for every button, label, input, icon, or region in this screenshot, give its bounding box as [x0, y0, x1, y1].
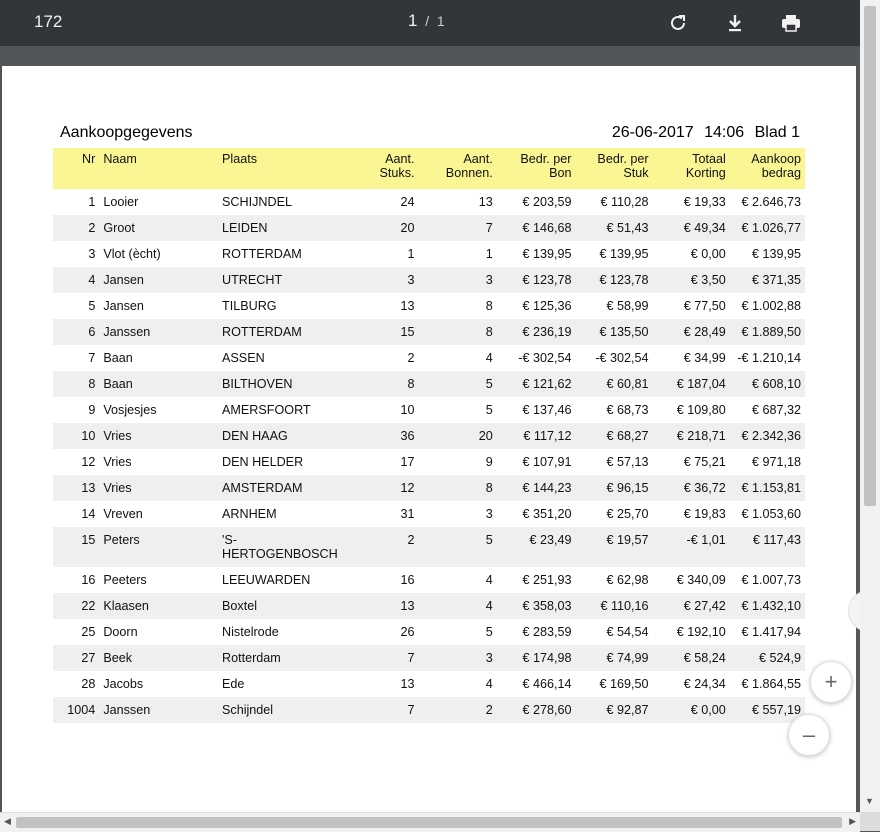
cell-korting: € 24,34 — [683, 677, 726, 691]
cell-bonnen: 5 — [485, 403, 493, 417]
cell-plaats: DEN HAAG — [218, 423, 354, 449]
cell-bedr-stuk: € 54,54 — [606, 625, 649, 639]
horizontal-scrollbar[interactable] — [0, 812, 860, 832]
table-row — [53, 475, 805, 501]
cell-plaats: ARNHEM — [222, 507, 277, 521]
cell-nr: 28 — [81, 677, 96, 691]
cell-aankoop: € 1.864,55 — [741, 677, 801, 691]
cell-nr: 16 — [81, 573, 96, 587]
cell-korting: € 109,80 — [676, 403, 726, 417]
col-naam: Naam — [99, 148, 218, 189]
cell-korting: € 218,71 — [653, 423, 730, 449]
table-row — [53, 619, 805, 645]
table-row — [53, 267, 805, 293]
cell-bonnen: 5 — [419, 527, 497, 567]
scrollbar-corner — [860, 812, 880, 831]
cell-plaats: ROTTERDAM — [218, 319, 354, 345]
cell-bedr-bon: € 139,95 — [522, 247, 572, 261]
cell-plaats: AMSTERDAM — [218, 475, 354, 501]
cell-plaats: ASSEN — [222, 351, 265, 365]
col-plaats: Plaats — [218, 148, 354, 189]
table-row — [53, 501, 805, 527]
cell-nr: 12 — [81, 455, 96, 469]
cell-aankoop: € 687,32 — [751, 403, 801, 417]
print-icon[interactable] — [777, 9, 805, 37]
cell-bedr-stuk: € 110,16 — [575, 593, 652, 619]
cell-naam: Vries — [99, 475, 218, 501]
cell-stuks: 16 — [400, 573, 415, 587]
report-datetime — [606, 124, 800, 142]
cell-stuks: 31 — [400, 507, 415, 521]
cell-naam: Peeters — [103, 573, 147, 587]
cell-nr: 13 — [53, 475, 99, 501]
table-row — [53, 319, 805, 345]
cell-bedr-stuk: € 62,98 — [606, 573, 649, 587]
vertical-scrollbar[interactable] — [860, 0, 880, 812]
col-bedr-stuk: Bedr. per Stuk — [575, 148, 652, 189]
cell-nr: 15 — [53, 527, 99, 567]
cell-bedr-stuk: € 74,99 — [575, 645, 652, 671]
cell-bonnen: 2 — [419, 697, 497, 723]
table-header-row — [53, 148, 805, 189]
cell-naam: Peters — [99, 527, 218, 567]
page-separator: / — [425, 13, 430, 29]
cell-bedr-stuk: € 58,99 — [606, 299, 649, 313]
cell-nr: 1004 — [53, 697, 99, 723]
cell-bedr-bon: -€ 302,54 — [518, 351, 572, 365]
cell-stuks: 8 — [354, 371, 419, 397]
cell-stuks: 7 — [354, 645, 419, 671]
table-row — [53, 371, 805, 397]
cell-naam: Looier — [103, 195, 139, 209]
cell-korting: € 19,83 — [683, 507, 726, 521]
cell-bedr-stuk: € 123,78 — [575, 267, 652, 293]
cell-nr: 3 — [88, 247, 96, 261]
cell-plaats: ROTTERDAM — [222, 247, 302, 261]
cell-aankoop: € 557,19 — [730, 697, 805, 723]
cell-plaats: Schijndel — [218, 697, 354, 723]
cell-bonnen: 8 — [419, 319, 497, 345]
cell-bedr-bon: € 236,19 — [497, 319, 576, 345]
document-title: 172 — [34, 12, 63, 31]
cell-bedr-bon: € 23,49 — [497, 527, 576, 567]
cell-nr: 14 — [81, 507, 96, 521]
pdf-toolbar — [0, 0, 860, 46]
cell-bedr-stuk: € 135,50 — [575, 319, 652, 345]
vertical-scroll-thumb[interactable] — [864, 6, 876, 506]
cell-bonnen: 13 — [478, 195, 493, 209]
cell-bedr-stuk: -€ 302,54 — [595, 351, 649, 365]
cell-bedr-bon: € 117,12 — [497, 423, 576, 449]
cell-korting: € 49,34 — [653, 215, 730, 241]
cell-bedr-stuk: € 110,28 — [600, 195, 649, 209]
cell-bonnen: 1 — [485, 247, 493, 261]
cell-bedr-bon: € 144,23 — [497, 475, 576, 501]
cell-stuks: 10 — [400, 403, 415, 417]
cell-bonnen: 4 — [485, 677, 493, 691]
cell-naam: Doorn — [103, 625, 138, 639]
report-date: 26-06-2017 — [611, 124, 694, 141]
cell-nr: 2 — [53, 215, 99, 241]
horizontal-scroll-thumb[interactable] — [16, 817, 842, 828]
cell-bonnen: 20 — [419, 423, 497, 449]
col-korting: Totaal Korting — [653, 148, 730, 189]
report-title: Aankoopgegevens — [60, 124, 193, 141]
cell-naam: Jacobs — [103, 677, 144, 691]
cell-aankoop: € 1.153,81 — [730, 475, 805, 501]
cell-stuks: 2 — [407, 351, 415, 365]
col-stuks: Aant. Stuks. — [354, 148, 419, 189]
cell-bonnen: 4 — [485, 351, 493, 365]
cell-korting: € 187,04 — [653, 371, 730, 397]
cell-bedr-stuk: € 60,81 — [575, 371, 652, 397]
cell-bonnen: 3 — [419, 267, 497, 293]
cell-bonnen: 7 — [419, 215, 497, 241]
cell-aankoop: € 1.417,94 — [741, 625, 801, 639]
cell-bedr-bon: € 174,98 — [497, 645, 576, 671]
col-aankoop: Aankoop bedrag — [730, 148, 805, 189]
cell-korting: € 58,24 — [653, 645, 730, 671]
cell-bedr-bon: € 125,36 — [522, 299, 572, 313]
cell-bedr-bon: € 137,46 — [522, 403, 572, 417]
cell-korting: € 3,50 — [653, 267, 730, 293]
cell-bedr-stuk: € 57,13 — [606, 455, 649, 469]
cell-bedr-bon: € 123,78 — [497, 267, 576, 293]
cell-stuks: 12 — [354, 475, 419, 501]
cell-naam: Baan — [103, 351, 133, 365]
cell-naam: Klaasen — [99, 593, 218, 619]
cell-bedr-bon: € 146,68 — [497, 215, 576, 241]
table-row — [53, 449, 805, 475]
table-row — [53, 527, 805, 567]
cell-bedr-stuk: € 92,87 — [575, 697, 652, 723]
cell-bedr-bon: € 107,91 — [522, 455, 572, 469]
cell-plaats: BILTHOVEN — [218, 371, 354, 397]
table-row — [53, 567, 805, 593]
cell-aankoop: € 2.342,36 — [730, 423, 805, 449]
page-indicator — [408, 11, 445, 31]
cell-korting: -€ 1,01 — [653, 527, 730, 567]
cell-nr: 8 — [53, 371, 99, 397]
table-row — [53, 215, 805, 241]
cell-korting: € 28,49 — [653, 319, 730, 345]
cell-plaats: UTRECHT — [218, 267, 354, 293]
cell-bedr-bon: € 278,60 — [497, 697, 576, 723]
cell-bedr-stuk: € 96,15 — [575, 475, 652, 501]
cell-bonnen: 3 — [485, 507, 493, 521]
cell-aankoop: € 1.002,88 — [741, 299, 801, 313]
cell-stuks: 26 — [400, 625, 415, 639]
cell-korting: € 192,10 — [676, 625, 726, 639]
cell-stuks: 2 — [354, 527, 419, 567]
cell-naam: Jansen — [99, 267, 218, 293]
cell-korting: € 0,00 — [690, 247, 726, 261]
cell-stuks: 24 — [400, 195, 415, 209]
cell-plaats: AMERSFOORT — [222, 403, 311, 417]
cell-naam: Vreven — [103, 507, 143, 521]
cell-aankoop: € 608,10 — [730, 371, 805, 397]
table-row — [53, 241, 805, 267]
cell-aankoop: € 2.646,73 — [741, 195, 801, 209]
cell-plaats: Nistelrode — [222, 625, 279, 639]
cell-naam: Vries — [103, 455, 132, 469]
cell-bedr-stuk: € 51,43 — [575, 215, 652, 241]
cell-plaats: SCHIJNDEL — [222, 195, 292, 209]
cell-bonnen: 8 — [419, 475, 497, 501]
table-row — [53, 397, 805, 423]
scroll-right-arrow-icon[interactable]: ▶ — [849, 816, 856, 826]
cell-bonnen: 5 — [485, 625, 493, 639]
cell-bedr-bon: € 251,93 — [522, 573, 572, 587]
cell-aankoop: € 139,95 — [751, 247, 801, 261]
cell-bedr-stuk: € 169,50 — [599, 677, 649, 691]
toolbar-shadow — [0, 46, 860, 66]
cell-plaats: Boxtel — [218, 593, 354, 619]
cell-bedr-stuk: € 68,73 — [606, 403, 649, 417]
table-row — [53, 671, 805, 697]
cell-korting: € 0,00 — [653, 697, 730, 723]
cell-stuks: 13 — [354, 593, 419, 619]
cell-naam: Vries — [99, 423, 218, 449]
cell-bonnen: 3 — [419, 645, 497, 671]
cell-bedr-bon: € 121,62 — [497, 371, 576, 397]
cell-plaats: Ede — [222, 677, 245, 691]
cell-nr: 25 — [81, 625, 96, 639]
pdf-page — [2, 66, 856, 812]
cell-nr: 6 — [53, 319, 99, 345]
cell-plaats: Rotterdam — [218, 645, 354, 671]
cell-stuks: 7 — [354, 697, 419, 723]
cell-bedr-stuk: € 25,70 — [606, 507, 649, 521]
cell-naam: Baan — [99, 371, 218, 397]
cell-nr: 9 — [88, 403, 96, 417]
cell-bonnen: 4 — [419, 593, 497, 619]
table-body — [53, 189, 805, 723]
col-nr: Nr — [53, 148, 99, 189]
cell-plaats: 'S-HERTOGENBOSCH — [218, 527, 354, 567]
cell-bedr-bon: € 466,14 — [522, 677, 572, 691]
cell-naam: Groot — [99, 215, 218, 241]
zoom-in-button[interactable]: + — [810, 661, 852, 703]
cell-plaats: TILBURG — [222, 299, 277, 313]
table-row — [53, 345, 805, 371]
cell-bonnen: 8 — [485, 299, 493, 313]
cell-aankoop: € 1.432,10 — [730, 593, 805, 619]
cell-aankoop: € 1.889,50 — [730, 319, 805, 345]
page-total: 1 — [436, 13, 445, 29]
cell-bonnen: 9 — [485, 455, 493, 469]
report-sheet: Blad 1 — [754, 124, 800, 141]
cell-korting: € 75,21 — [683, 455, 726, 469]
cell-bedr-stuk: € 68,27 — [575, 423, 652, 449]
cell-bedr-bon: € 283,59 — [522, 625, 572, 639]
cell-plaats: DEN HELDER — [222, 455, 304, 469]
table-row — [53, 293, 805, 319]
cell-bedr-bon: € 203,59 — [522, 195, 572, 209]
scroll-left-arrow-icon[interactable]: ◀ — [4, 816, 11, 826]
report-time: 14:06 — [704, 124, 745, 141]
cell-stuks: 1 — [407, 247, 415, 261]
rotate-icon[interactable] — [664, 9, 692, 37]
table-row — [53, 593, 805, 619]
cell-naam: Beek — [99, 645, 218, 671]
cell-nr: 10 — [53, 423, 99, 449]
col-bedr-bon: Bedr. per Bon — [497, 148, 576, 189]
cell-aankoop: € 971,18 — [751, 455, 801, 469]
cell-naam: Jansen — [103, 299, 144, 313]
cell-korting: € 27,42 — [653, 593, 730, 619]
cell-plaats: LEEUWARDEN — [222, 573, 311, 587]
cell-plaats: LEIDEN — [218, 215, 354, 241]
cell-naam: Vlot (ècht) — [103, 247, 161, 261]
cell-stuks: 3 — [354, 267, 419, 293]
cell-bedr-stuk: € 19,57 — [575, 527, 652, 567]
cell-stuks: 13 — [400, 677, 415, 691]
page-current[interactable]: 1 — [408, 11, 418, 30]
purchase-table — [53, 148, 805, 723]
table-row — [53, 189, 805, 215]
col-bonnen: Aant. Bonnen. — [419, 148, 497, 189]
cell-nr: 7 — [88, 351, 96, 365]
cell-aankoop: € 371,35 — [730, 267, 805, 293]
cell-korting: € 77,50 — [683, 299, 726, 313]
cell-nr: 27 — [53, 645, 99, 671]
cell-korting: € 340,09 — [676, 573, 726, 587]
cell-aankoop: € 1.053,60 — [741, 507, 801, 521]
cell-naam: Vosjesjes — [103, 403, 157, 417]
cell-naam: Janssen — [99, 697, 218, 723]
cell-stuks: 20 — [354, 215, 419, 241]
cell-aankoop: € 117,43 — [730, 527, 805, 567]
cell-bedr-stuk: € 139,95 — [599, 247, 649, 261]
cell-bonnen: 5 — [419, 371, 497, 397]
cell-stuks: 13 — [400, 299, 415, 313]
cell-nr: 1 — [88, 195, 96, 209]
zoom-out-button[interactable]: – — [788, 714, 830, 756]
cell-nr: 22 — [53, 593, 99, 619]
cell-korting: € 34,99 — [683, 351, 726, 365]
cell-bedr-bon: € 351,20 — [522, 507, 572, 521]
table-row — [53, 645, 805, 671]
cell-aankoop: € 1.026,77 — [730, 215, 805, 241]
table-row — [53, 697, 805, 723]
cell-stuks: 36 — [354, 423, 419, 449]
cell-korting: € 36,72 — [653, 475, 730, 501]
cell-korting: € 19,33 — [683, 195, 726, 209]
cell-naam: Janssen — [99, 319, 218, 345]
cell-aankoop: € 524,9 — [730, 645, 805, 671]
cell-stuks: 15 — [354, 319, 419, 345]
cell-nr: 5 — [88, 299, 96, 313]
cell-bonnen: 4 — [485, 573, 493, 587]
download-icon[interactable] — [721, 9, 749, 37]
cell-aankoop: -€ 1.210,14 — [737, 351, 801, 365]
cell-bedr-bon: € 358,03 — [497, 593, 576, 619]
table-row — [53, 423, 805, 449]
cell-nr: 4 — [53, 267, 99, 293]
scroll-down-arrow-icon[interactable]: ▼ — [865, 796, 874, 806]
cell-aankoop: € 1.007,73 — [741, 573, 801, 587]
cell-stuks: 17 — [400, 455, 415, 469]
